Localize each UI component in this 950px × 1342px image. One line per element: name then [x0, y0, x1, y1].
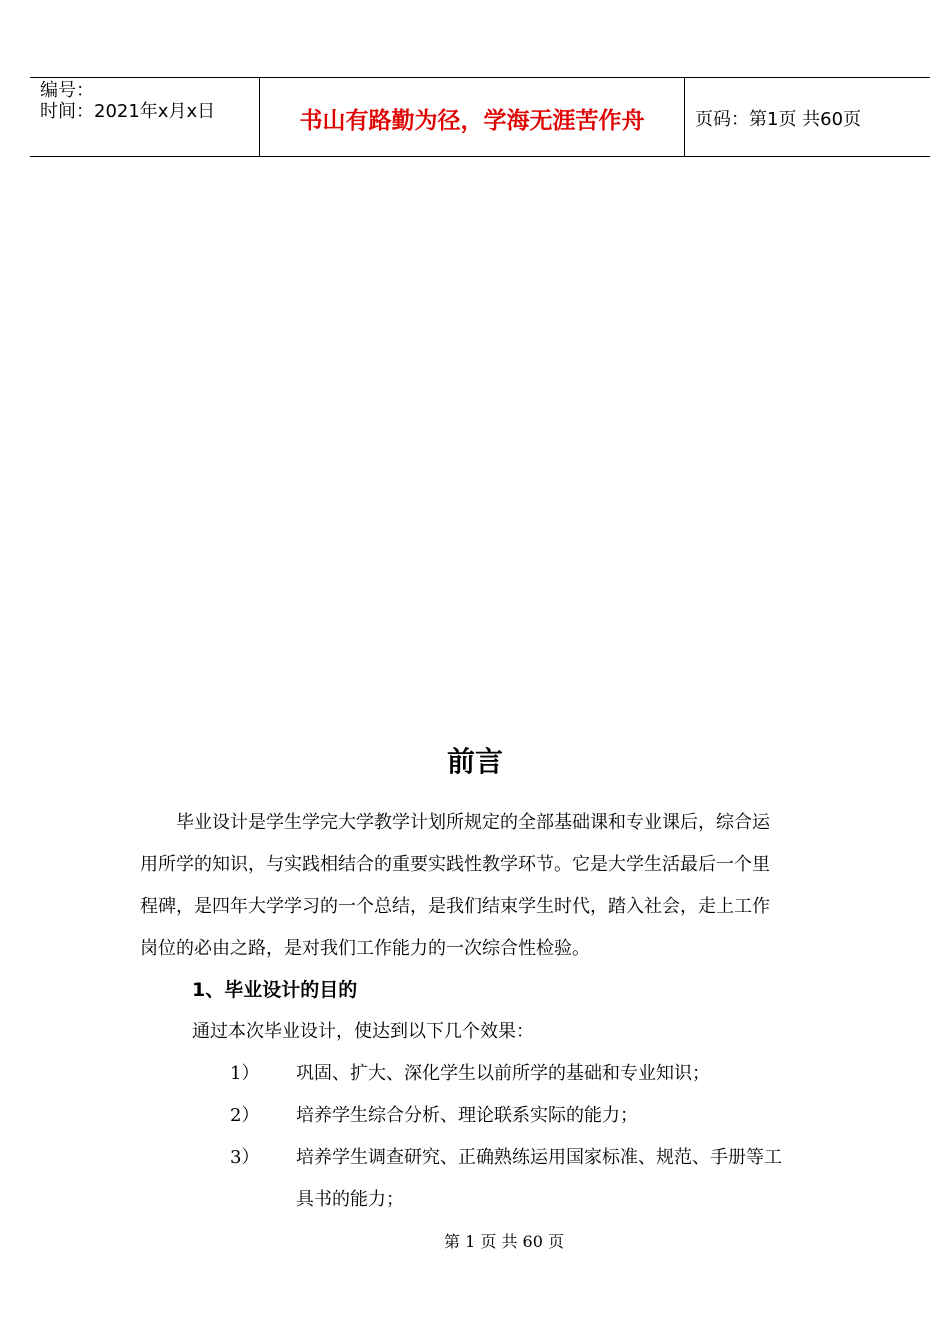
- intro-line: 用所学的知识，与实践相结合的重要实践性教学环节。它是大学生活最后一个里: [140, 854, 770, 875]
- time-label: 时间：2021年x月x日: [40, 101, 216, 122]
- motto-text: 书山有路勤为径，学海无涯苦作舟: [299, 107, 645, 134]
- page-number-label: 页码：第1页 共60页: [695, 109, 862, 130]
- header-motto-cell: [259, 78, 685, 156]
- list-item-text: 具书的能力；: [296, 1189, 404, 1210]
- document-title: 前言: [446, 745, 503, 778]
- list-item-text: 巩固、扩大、深化学生以前所学的基础和专业知识；: [296, 1063, 710, 1084]
- header-page-cell: [685, 78, 930, 156]
- list-item-number: 1）: [230, 1063, 260, 1084]
- page-footer: [0, 1230, 950, 1254]
- list-item-text: 培养学生调查研究、正确熟练运用国家标准、规范、手册等工: [296, 1147, 782, 1168]
- list-item-text: 培养学生综合分析、理论联系实际的能力；: [296, 1105, 638, 1126]
- list-item-number: 2）: [230, 1105, 260, 1126]
- intro-line: 岗位的必由之路，是对我们工作能力的一次综合性检验。: [140, 938, 590, 959]
- intro-paragraph: [140, 802, 825, 970]
- section-heading: 1、毕业设计的目的: [192, 979, 358, 1001]
- serial-number-label: 编号：: [40, 80, 94, 101]
- page-header: [30, 77, 930, 157]
- section-intro-text: 通过本次毕业设计，使达到以下几个效果：: [192, 1021, 534, 1042]
- intro-line: 毕业设计是学生学完大学教学计划所规定的全部基础课和专业课后，综合运: [176, 812, 770, 833]
- footer-page-number: 第 1 页 共 60 页: [444, 1232, 564, 1251]
- intro-line: 程碑，是四年大学学习的一个总结，是我们结束学生时代，踏入社会，走上工作: [140, 896, 770, 917]
- header-meta-cell: [30, 78, 259, 156]
- list-item-number: 3）: [230, 1147, 260, 1168]
